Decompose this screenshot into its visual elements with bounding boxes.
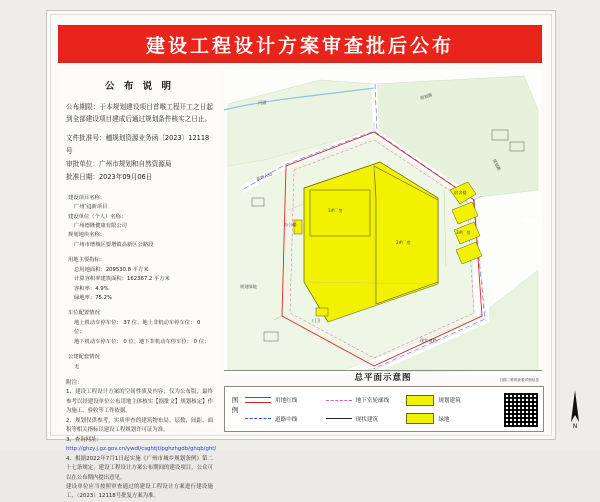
approver-label: 审批单位： [66,160,99,169]
owner-label: 建设单位（个人）名称： [68,213,127,220]
notice-label: 公布期限： [66,103,100,111]
site-plan-drawing [224,70,542,375]
project-name-label: 建设项目名称： [68,194,106,201]
svg-text:N: N [572,423,578,428]
doc-number-label: 文件批准号： [66,134,106,143]
owner-row [58,213,221,232]
page-title: 建设工程设计方案审查批后公布 [145,34,454,57]
parking-title: 车位配置情况 [68,310,100,317]
owner-value: 广州德隆健康有限公司 [74,223,127,230]
legend-title: 图 例 [231,396,239,414]
red-line-swatch-icon [245,397,271,403]
legend-grid [245,392,481,427]
yellow-fill-swatch-icon [406,395,434,406]
parking-item: 地下机动车停车位： 0 位、地下非机动车停车位： 0 位； [74,338,210,345]
legend-item [406,413,481,424]
map-label: 宿舍楼 [454,190,467,195]
info-column [58,70,221,500]
section-title: 公 布 说 明 [105,81,174,92]
approve-date-label: 批准日期： [66,172,99,181]
north-arrow-icon [566,388,584,428]
note-item: 3、查询网址： [66,436,102,443]
notes-title: 附注： [66,379,83,386]
doc-number-row [58,132,221,158]
green-fill-swatch-icon [406,413,434,424]
facility-title: 公建配套情况 [68,354,100,361]
black-line-swatch-icon [326,418,352,419]
address-label: 规划地块名称： [68,232,106,239]
project-name-value: 广州宝J新项目 [74,204,108,211]
note-item: 4、根据2022年7月1日起实施《广州市城乡规划条例》第二十七条规定，建设工程设计方案公布期间的建设项目，公众可以在公布期内提出意见。 [66,455,213,481]
project-name-row [58,194,221,213]
map-label: 现状道路 [420,338,437,343]
note-item: 1、建设工程设计方案的空间性质及内容，仅为公布版，最终参考以经建设单位公布用地主体核实【据批文】规划核定】作为施工、验收等工作依据。 [66,389,213,415]
indicator-block [58,256,221,303]
map-label: 规划路 [491,158,502,172]
map-label: 1#厂房 [328,208,343,213]
legend-item [245,415,320,423]
approve-date-value: 2023年09月06日 [98,172,153,181]
legend-item [245,396,320,404]
map-label: 规划绿地 [240,284,257,289]
qr-note: 扫描二维码查看详细信息 [499,378,539,382]
legend-item-label: 规划建筑 [438,398,461,405]
legend-item [326,415,401,423]
notice-paragraph [58,101,221,125]
legend-item-label: 用地红线 [275,398,298,405]
legend-item [326,396,401,404]
title-banner [58,25,542,63]
note-item: 建设单位应当按照审查通过的建设工程设计方案进行建设施工，（2023）12118号批复方案为准。 [66,483,213,500]
notice-text: 于本规划建设项目首喉工程开工之日起到全部建设项目建成后通过规划条件核实之日止。 [66,103,214,124]
address-row [58,231,221,250]
approver-row [58,158,221,171]
map-caption: 总平面示意图 [354,373,412,383]
doc-number-value: 穗规划资源业务函〔2023〕12118号 [66,134,210,156]
parking-item: 地上机动车停车位： 37 位、地上非机动车停车位： 0 位； [74,319,201,336]
approve-date-row [58,171,221,184]
approver-value: 广州市规划和自然资源局 [98,160,172,169]
indicator-item: 绿地率：75.2% [74,294,113,301]
legend-item-label: 绿地 [438,416,450,423]
facility-value: 无 [74,363,80,370]
legend-item-label: 道路中线 [275,416,298,423]
blue-dashed-swatch-icon [245,418,271,419]
map-label: 规划路 [419,92,433,101]
map-label: 2#厂房 [396,240,411,245]
legend-item-label: 地下室轮廓线 [355,398,390,405]
map-label: 办公楼 [284,222,297,227]
pink-dashed-swatch-icon [326,400,352,401]
legend-item [406,395,481,406]
note-url[interactable]: http://ghzy.j.gz.gov.cn/ywdl/csghtjt/pghzhgdb/ghqb/ght/ [66,446,217,453]
map-label: 新塘大道 [255,171,273,182]
map-label: 门卫 [312,318,321,323]
indicator-item: 计算容积率建筑面积：162367.2 平方米 [74,276,170,283]
indicator-item: 总用地面积：209530.8 平方米 [74,266,149,273]
legend-item-label: 现状建筑 [355,416,379,423]
facility-block [58,353,221,372]
note-item: 2、规划仅供参考，实质审查的建筑物布局、层数、间距、面积等相关指标以建设工程规划许可证为准。 [66,417,213,434]
indicator-item: 容积率：4.9% [74,285,109,292]
indicator-title: 用地主要指标： [68,257,106,264]
qr-code-icon[interactable] [503,392,539,428]
map-label: 3#厂房 [456,230,471,235]
map-label: 河涌 [258,100,267,105]
site-plan-svg [224,70,542,375]
address-value: 广州市增城区要增镇高新区公路段 [74,241,154,248]
parking-block [58,309,221,347]
